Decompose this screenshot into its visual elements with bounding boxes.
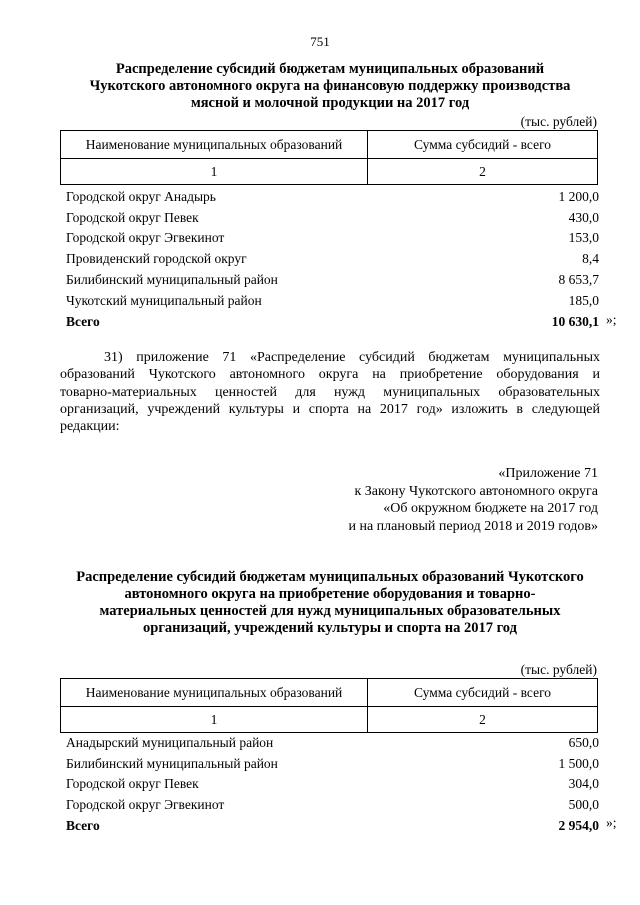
total-label: Всего	[66, 817, 100, 833]
table1-col-number: 1	[61, 159, 368, 185]
row-value: 1 500,0	[558, 755, 599, 771]
table-row	[66, 792, 599, 813]
table2-col-header-name: Наименование муниципальных образований	[61, 679, 368, 707]
table2-header	[60, 678, 598, 733]
appendix-line: и на плановый период 2018 и 2019 годов»	[348, 518, 598, 534]
table-row	[66, 772, 599, 793]
row-value: 153,0	[568, 230, 599, 246]
table1-body	[66, 184, 599, 330]
row-name: Билибинский муниципальный район	[66, 755, 278, 771]
total-value: 10 630,1	[551, 313, 599, 329]
paragraph-line: организаций, учреждений культуры и спорта на 2017 год» изложить в следующей	[60, 401, 600, 417]
total-value: 2 954,0	[558, 817, 599, 833]
table1-title-line: Распределение субсидий бюджетам муниципальных образований	[115, 61, 545, 77]
table2-title-line: материальных ценностей для нужд муниципальных образовательных	[99, 603, 561, 619]
row-name: Городской округ Эгвекинот	[66, 797, 225, 813]
table2-units: (тыс. рублей)	[520, 662, 597, 677]
table1-units: (тыс. рублей)	[520, 114, 597, 129]
paragraph-line: 31) приложение 71 «Распределение субсидий бюджетам муниципальных	[104, 350, 600, 365]
table1-title-line: мясной и молочной продукции на 2017 год	[190, 95, 470, 111]
appendix-reference	[298, 465, 598, 535]
table-row	[66, 226, 599, 247]
row-value: 1 200,0	[558, 188, 599, 204]
table-row	[66, 184, 599, 205]
table-row	[66, 730, 599, 751]
row-name: Билибинский муниципальный район	[66, 271, 278, 287]
row-value: 430,0	[568, 209, 599, 225]
table2-col-number: 2	[368, 707, 598, 733]
table-row	[66, 246, 599, 267]
row-name: Городской округ Певек	[66, 209, 199, 225]
table2-col-header-sum: Сумма субсидий - всего	[368, 679, 598, 707]
row-value: 8 653,7	[558, 271, 599, 287]
table1-title-line: Чукотского автономного округа на финансовую поддержку производства	[89, 78, 571, 94]
appendix-line: «Об окружном бюджете на 2017 год	[383, 501, 598, 516]
table2-title-line: Распределение субсидий бюджетам муниципальных образований Чукотского	[76, 569, 584, 585]
paragraph-line: товарно-материальных ценностей для нужд муниципальных образовательных	[60, 384, 600, 400]
row-value: 304,0	[568, 776, 599, 792]
row-name: Чукотский муниципальный район	[66, 292, 262, 308]
table2-title	[60, 569, 600, 637]
appendix-line: «Приложение 71	[498, 466, 598, 481]
amendment-paragraph	[60, 349, 600, 435]
row-name: Городской округ Эгвекинот	[66, 230, 225, 246]
table-row	[66, 267, 599, 288]
table-row	[66, 751, 599, 772]
paragraph-line: редакции:	[60, 419, 120, 435]
row-name: Городской округ Певек	[66, 776, 199, 792]
row-name: Провиденский городской округ	[66, 251, 247, 267]
row-value: 8,4	[582, 251, 599, 267]
row-value: 650,0	[568, 734, 599, 750]
page-number: 751	[310, 34, 330, 49]
closing-quote: »;	[606, 815, 617, 830]
row-value: 185,0	[568, 292, 599, 308]
table2-title-line: автономного округа на приобретение оборудования и товарно-	[124, 586, 536, 602]
total-label: Всего	[66, 313, 100, 329]
table-total-row	[66, 309, 599, 330]
table-total-row	[66, 813, 599, 834]
row-name: Анадырский муниципальный район	[66, 734, 274, 750]
table1-col-number: 2	[368, 159, 598, 185]
paragraph-line: образований Чукотского автономного округа на приобретение оборудования и	[60, 367, 600, 383]
table1-col-header-sum: Сумма субсидий - всего	[368, 131, 598, 159]
table2-body	[66, 730, 599, 834]
table1-col-header-name: Наименование муниципальных образований	[61, 131, 368, 159]
table2-title-line: организаций, учреждений культуры и спорта на 2017 год	[143, 620, 517, 636]
table1-title	[60, 61, 600, 112]
table1-header	[60, 130, 598, 185]
table-row	[66, 288, 599, 309]
closing-quote: »;	[606, 312, 617, 327]
table2-col-number: 1	[61, 707, 368, 733]
row-name: Городской округ Анадырь	[66, 188, 216, 204]
table-row	[66, 205, 599, 226]
row-value: 500,0	[568, 797, 599, 813]
appendix-line: к Закону Чукотского автономного округа	[354, 483, 598, 499]
